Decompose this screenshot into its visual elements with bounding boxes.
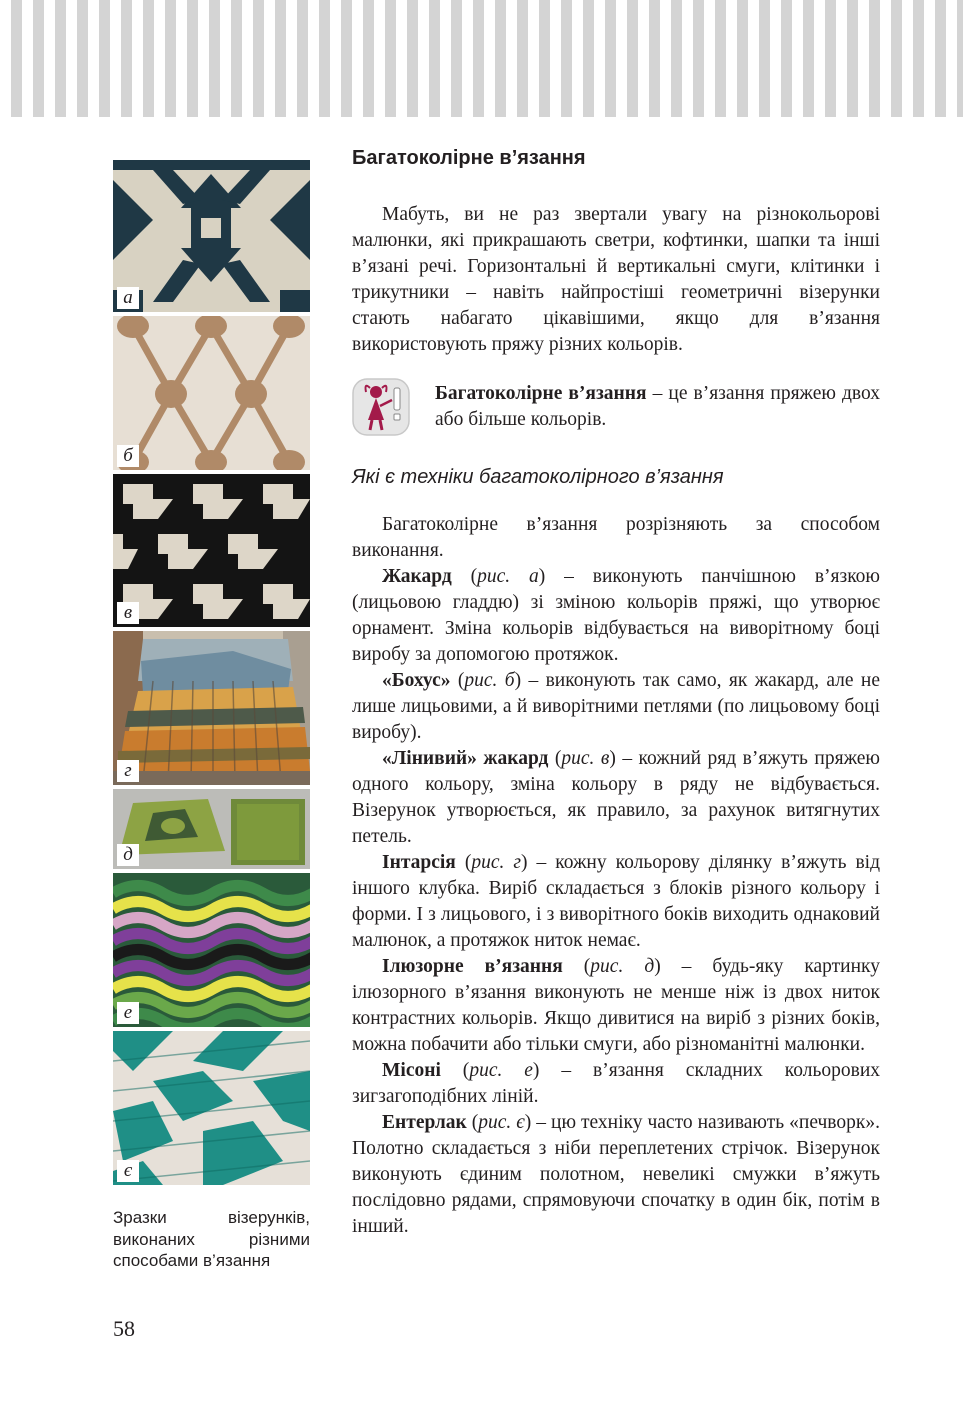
technique-paragraph: Ілюзорне в’язання (рис. д) – будь-яку картинку ілюзорного в’язання виконують не менше ніж із двох ниток контрастних кольорів. Якщо дивитися на виріб з різних боків, можна побачити або тільки смуги, або різноманітні малюнки. [352, 956, 880, 1055]
figure-e-photo [113, 873, 310, 1027]
technique-desc: – в’язання складних кольорових зигзагоподібних ліній. [352, 1060, 881, 1107]
technique-term: Ілюзорне в’язання [382, 956, 563, 977]
intro-paragraph: Мабуть, ви не раз звертали увагу на різнокольорові малюнки, які прикрашають светри, кофтинки, шапки та інші в’язані речі. Горизонтальні й вертикальні смуги, клітинки і трикутники – навіть найпростіші геометричні візерунки стають набагато цікавішими, якщо для в’язання використовують пряжу різних кольорів. [352, 204, 880, 355]
definition-text [435, 381, 880, 433]
figure-ye-photo [113, 1031, 310, 1185]
definition-term: Багатоколірне в’язання [435, 383, 647, 404]
technique-term: «Лінивий» жакард [382, 748, 549, 769]
figure-a-photo [113, 160, 310, 312]
technique-desc: – виконують панчішною в’язкою (лицьовою гладдю) зі зміною кольорів пряжі, що утворює орнамент. Зміна кольорів відбувається на виворітному боці виробу за допомогою протяжок. [352, 566, 881, 665]
section-heading: Багатоколірне в’язання [352, 147, 586, 169]
figure-caption: Зразки візерунків, виконаних різними способами в’язання [113, 1208, 310, 1270]
technique-paragraph: Ентерлак (рис. є) – цю техніку часто називають «печворк». Полотно складається з ніби переплетених стрічок. Візерунок виконують єдиним полотном, невеликі смужки в’яжуть послідовно рядами, спрямовуючи спочатку в один бік, потім в інший. [352, 1112, 880, 1237]
figure-column [113, 160, 310, 1189]
technique-term: «Бохус» [382, 670, 451, 691]
technique-paragraph: Жакард (рис. а) – виконують панчішною в’язкою (лицьовою гладдю) зі зміною кольорів пряжі, що утворює орнамент. Зміна кольорів відбувається на виворітному боці виробу за допомогою протяжок. [352, 566, 881, 665]
figure-ref: рис. г [471, 852, 521, 873]
subsection-heading: Які є техніки багатоколірного в’язання [352, 466, 724, 488]
figure-ref: рис. в [561, 748, 610, 769]
figure-ref: рис. є [478, 1112, 525, 1133]
technique-term: Ентерлак [382, 1112, 467, 1133]
figure-ref: рис. д [590, 956, 655, 977]
figure-b-photo [113, 316, 310, 470]
technique-desc: – цю техніку часто називають «печворк». Полотно складається з ніби переплетених стрічок. Візерунок виконують єдиним полотном, невеликі смужки в’яжуть послідовно рядами, спрямовуючи спочатку в один бік, потім в інший. [352, 1112, 880, 1237]
technique-paragraph: Місоні (рис. е) – в’язання складних кольорових зигзагоподібних ліній. [352, 1060, 881, 1107]
figure-v-photo [113, 474, 310, 627]
techniques-intro: Багатоколірне в’язання розрізняють за способом виконання. [352, 514, 880, 561]
figure-label: є [117, 1160, 139, 1182]
figure-label: г [117, 760, 139, 782]
page-number: 58 [113, 1316, 135, 1341]
figure-ref: рис. е [469, 1060, 533, 1081]
figure-g-photo [113, 631, 310, 785]
technique-paragraph: «Бохус» (рис. б) – виконують так само, як жакард, але не лише лицьовими, а й виворітними петлями (по лицьовому боці виробу). [352, 670, 881, 743]
technique-term: Інтарсія [382, 852, 456, 873]
figure-ref: рис. б [464, 670, 515, 691]
technique-desc: – виконують так само, як жакард, але не лише лицьовими, а й виворітними петлями (по лицьовому боці виробу). [352, 670, 881, 743]
figure-label: е [117, 1002, 139, 1024]
technique-term: Жакард [382, 566, 452, 587]
technique-paragraph: Інтарсія (рис. г) – кожну кольорову ділянку в’яжуть від іншого клубка. Виріб складається з блоків різного кольору і форми. І з лицьового, і з виворітного боків виходить однаковий малюнок, а протяжок ниток немає. [352, 852, 881, 951]
girl-with-exclamation-icon [352, 378, 410, 436]
technique-desc: – кожну кольорову ділянку в’яжуть від іншого клубка. Виріб складається з блоків різного кольору і форми. І з лицьового, і з виворітного боків виходить однаковий малюнок, а протяжок ниток немає. [352, 852, 881, 951]
figure-label: в [117, 602, 139, 624]
figure-d-photo [113, 789, 310, 869]
technique-desc: – кожний ряд в’яжуть пряжею одного кольору, зміна кольору в ряду не відбувається. Візерунок утворюється, як правило, за рахунок витягнутих петель. [352, 748, 881, 847]
figure-label: б [117, 445, 139, 467]
definition-body: – це в’язання пряжею двох або більше кольорів. [435, 383, 881, 430]
technique-term: Місоні [382, 1060, 441, 1081]
header-stripes [0, 0, 963, 117]
techniques-list [352, 512, 880, 1240]
technique-paragraph: «Лінивий» жакард (рис. в) – кожний ряд в’яжуть пряжею одного кольору, зміна кольору в ряду не відбувається. Візерунок утворюється, як правило, за рахунок витягнутих петель. [352, 748, 881, 847]
figure-label: а [117, 287, 139, 309]
figure-label: д [117, 844, 139, 866]
technique-desc: – будь-яку картинку ілюзорного в’язання виконують не менше ніж із двох ниток контрастних кольорів. Якщо дивитися на виріб з різних боків, можна побачити або тільки смуги, або різноманітні малюнки. [352, 956, 880, 1055]
figure-ref: рис. а [477, 566, 539, 587]
